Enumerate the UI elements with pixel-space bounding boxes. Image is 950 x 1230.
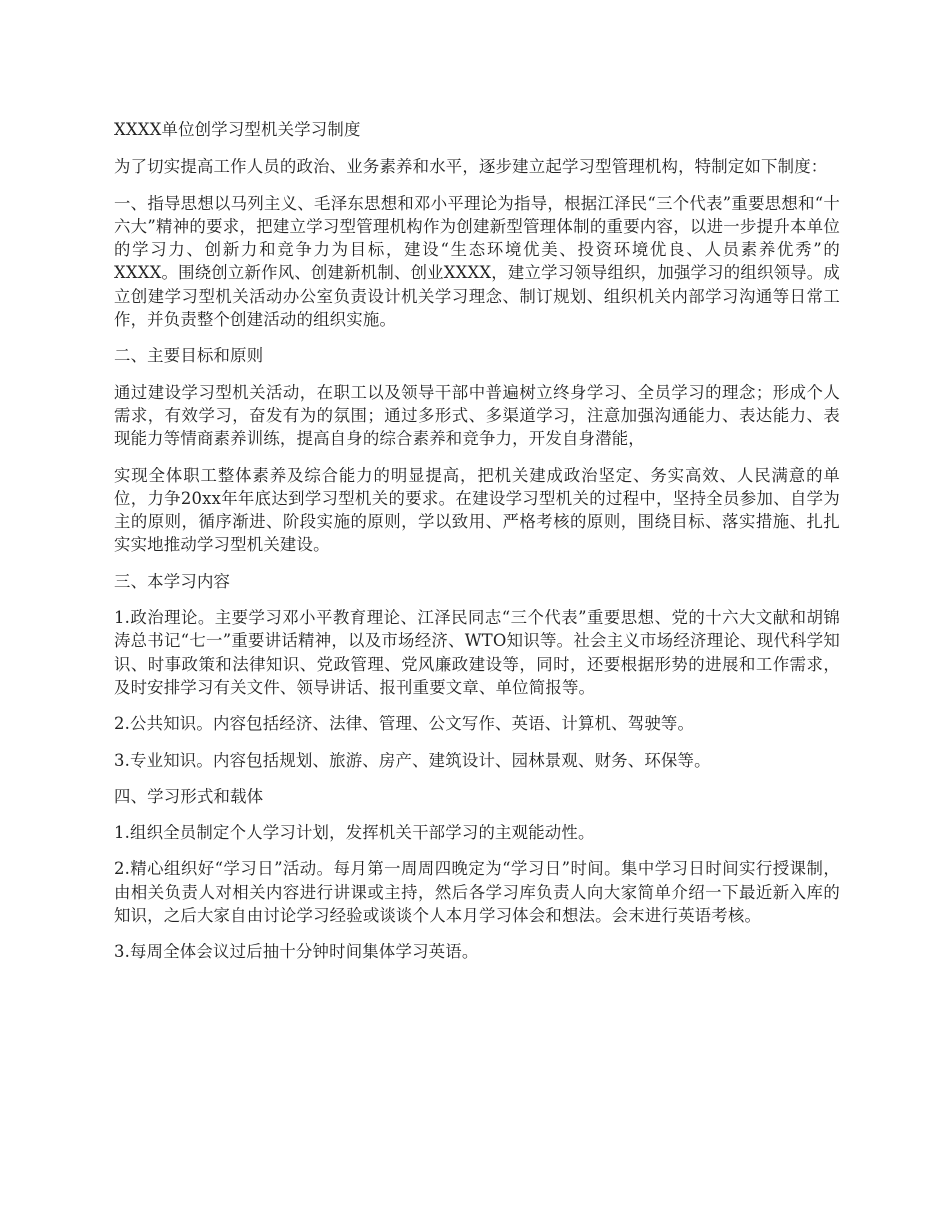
paragraph-study-plan: 1.组织全员制定个人学习计划，发挥机关干部学习的主观能动性。 [114, 823, 595, 843]
paragraph-goals-2: 实现全体职工整体素养及综合能力的明显提高，把机关建成政治坚定、务实高效、人民满意的单位，力争20xx年年底达到学习型机关的要求。在建设学习型机关的过程中，坚持全员参加、自学为主的原则，循序渐进、阶段实施的原则，学以致用、严格考核的原则，围绕目标、落实措施、扎扎实实地推动学习型机关建设。 [114, 465, 840, 555]
paragraph-goals-1: 通过建设学习型机关活动，在职工以及领导干部中普遍树立终身学习、全员学习的理念；形成个人需求，有效学习，奋发有为的氛围；通过多形式、多渠道学习，注意加强沟通能力、表达能力、表现能力等情商素养训练，提高自身的综合素养和竞争力，开发自身潜能， [114, 382, 840, 449]
document-title: XXXX单位创学习型机关学习制度 [114, 120, 361, 139]
paragraph-intro: 为了切实提高工作人员的政治、业务素养和水平，逐步建立起学习型管理机构，特制定如下制度： [114, 157, 828, 177]
paragraph-weekly-english: 3.每周全体会议过后抽十分钟时间集体学习英语。 [114, 942, 479, 962]
paragraph-public-knowledge: 2.公共知识。内容包括经济、法律、管理、公文写作、英语、计算机、驾驶等。 [114, 714, 695, 734]
section-heading-content: 三、本学习内容 [114, 571, 231, 591]
section-heading-goals: 二、主要目标和原则 [114, 346, 264, 366]
paragraph-professional-knowledge: 3.专业知识。内容包括规划、旅游、房产、建筑设计、园林景观、财务、环保等。 [114, 750, 711, 770]
paragraph-guiding-ideology: 一、指导思想以马列主义、毛泽东思想和邓小平理论为指导，根据江泽民“三个代表”重要思想和“十六大”精神的要求，把建立学习型管理机构作为创建新型管理体制的重要内容，以进一步提升本单位的学习力、创新力和竞争力为目标，建设“生态环境优美、投资环境优良、人员素养优秀”的XXXX。围绕创立新作风、创建新机制、创业XXXX，建立学习领导组织，加强学习的组织领导。成立创建学习型机关活动办公室负责设计机关学习理念、制订规划、组织机关内部学习沟通等日常工作，并负责整个创建活动的组织实施。 [114, 193, 840, 330]
section-heading-forms: 四、学习形式和载体 [114, 786, 264, 806]
paragraph-study-day: 2.精心组织好“学习日”活动。每月第一周周四晚定为“学习日”时间。集中学习日时间实行授课制，由相关负责人对相关内容进行讲课或主持，然后各学习库负责人向大家简单介绍一下最近新入库的知识，之后大家自由讨论学习经验或谈谈个人本月学习体会和想法。会末进行英语考核。 [114, 859, 840, 926]
paragraph-political-theory: 1.政治理论。主要学习邓小平教育理论、江泽民同志“三个代表”重要思想、党的十六大文献和胡锦涛总书记“七一”重要讲话精神，以及市场经济、WTO知识等。社会主义市场经济理论、现代科学知识、时事政策和法律知识、党政管理、党风廉政建设等，同时，还要根据形势的进展和工作需求，及时安排学习有关文件、领导讲话、报刊重要文章、单位简报等。 [114, 608, 840, 697]
